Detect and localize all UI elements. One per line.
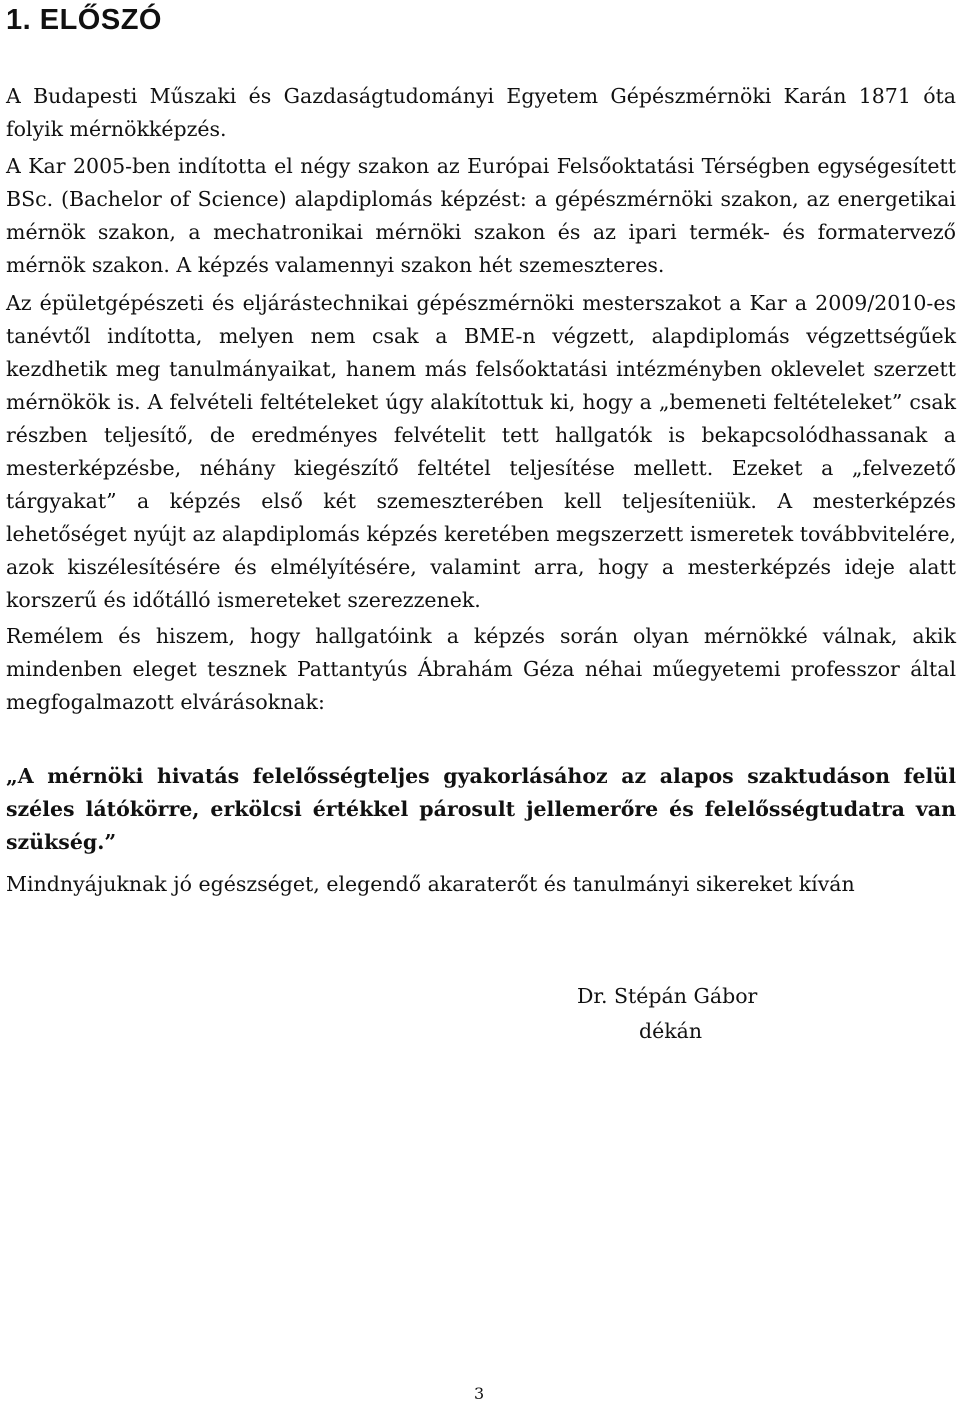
paragraph-msc-program: Az épületgépészeti és eljárástechnikai gépészmérnöki mesterszakot a Kar a 2009/2010-es tanévtől indította, melyen nem csak a BME-n végzett, alapdiplomás végzettségűek kezdhetik meg tanulmányaikat, hanem más felsőoktatási intézményben oklevelet szerzett mérnökök is. A felvételi feltételeket úgy alakítottuk ki, hogy a „bemeneti feltételeket” csak részben teljesítő, de eredményes felvételit tett hallgatók is bekapcsolódhassanak a mesterképzésbe, néhány kiegészítő feltétel teljesítése mellett. Ezeket a „felvezető tárgyakat” a képzés első két szemeszterében kell teljesíteniük. A mesterképzés lehetőséget nyújt az alapdiplomás képzés keretében megszerzett ismeretek továbbvitelére, azok kiszélesítésére és elmélyítésére, valamint arra, hogy a mesterképzés ideje alatt korszerű és időtálló ismereteket szerezzenek. — [6, 291, 956, 612]
page-number: 3 — [474, 1384, 485, 1403]
closing-wish: Mindnyájuknak jó egészséget, elegendő akaraterőt és tanulmányi sikereket kíván — [6, 872, 855, 896]
signature-title: dékán — [639, 1019, 703, 1043]
paragraph-bsc-programs: A Kar 2005-ben indította el négy szakon az Európai Felsőoktatási Térségben egységesített BSc. (Bachelor of Science) alapdiplomás képzést: a gépészmérnöki szakon, az energetikai mérnök szakon, a mechatronikai mérnöki szakon és az ipari termék- és formatervező mérnök szakon. A képzés valamennyi szakon hét szemeszteres. — [6, 154, 956, 277]
signature-name: Dr. Stépán Gábor — [577, 984, 758, 1008]
quote: „A mérnöki hivatás felelősségteljes gyakorlásához az alapos szaktudáson felül széles látókörre, erkölcsi értékkel párosult jellemerőre és felelősségtudatra van szükség.” — [6, 764, 956, 854]
paragraph-history: A Budapesti Műszaki és Gazdaságtudományi Egyetem Gépészmérnöki Karán 1871 óta folyik mérnökképzés. — [6, 84, 956, 141]
paragraph-hope: Remélem és hiszem, hogy hallgatóink a képzés során olyan mérnökké válnak, akik mindenben eleget tesznek Pattantyús Ábrahám Géza néhai műegyetemi professzor által megfogalmazott elvárásoknak: — [6, 624, 956, 714]
section-heading: 1. ELŐSZÓ — [6, 4, 162, 36]
